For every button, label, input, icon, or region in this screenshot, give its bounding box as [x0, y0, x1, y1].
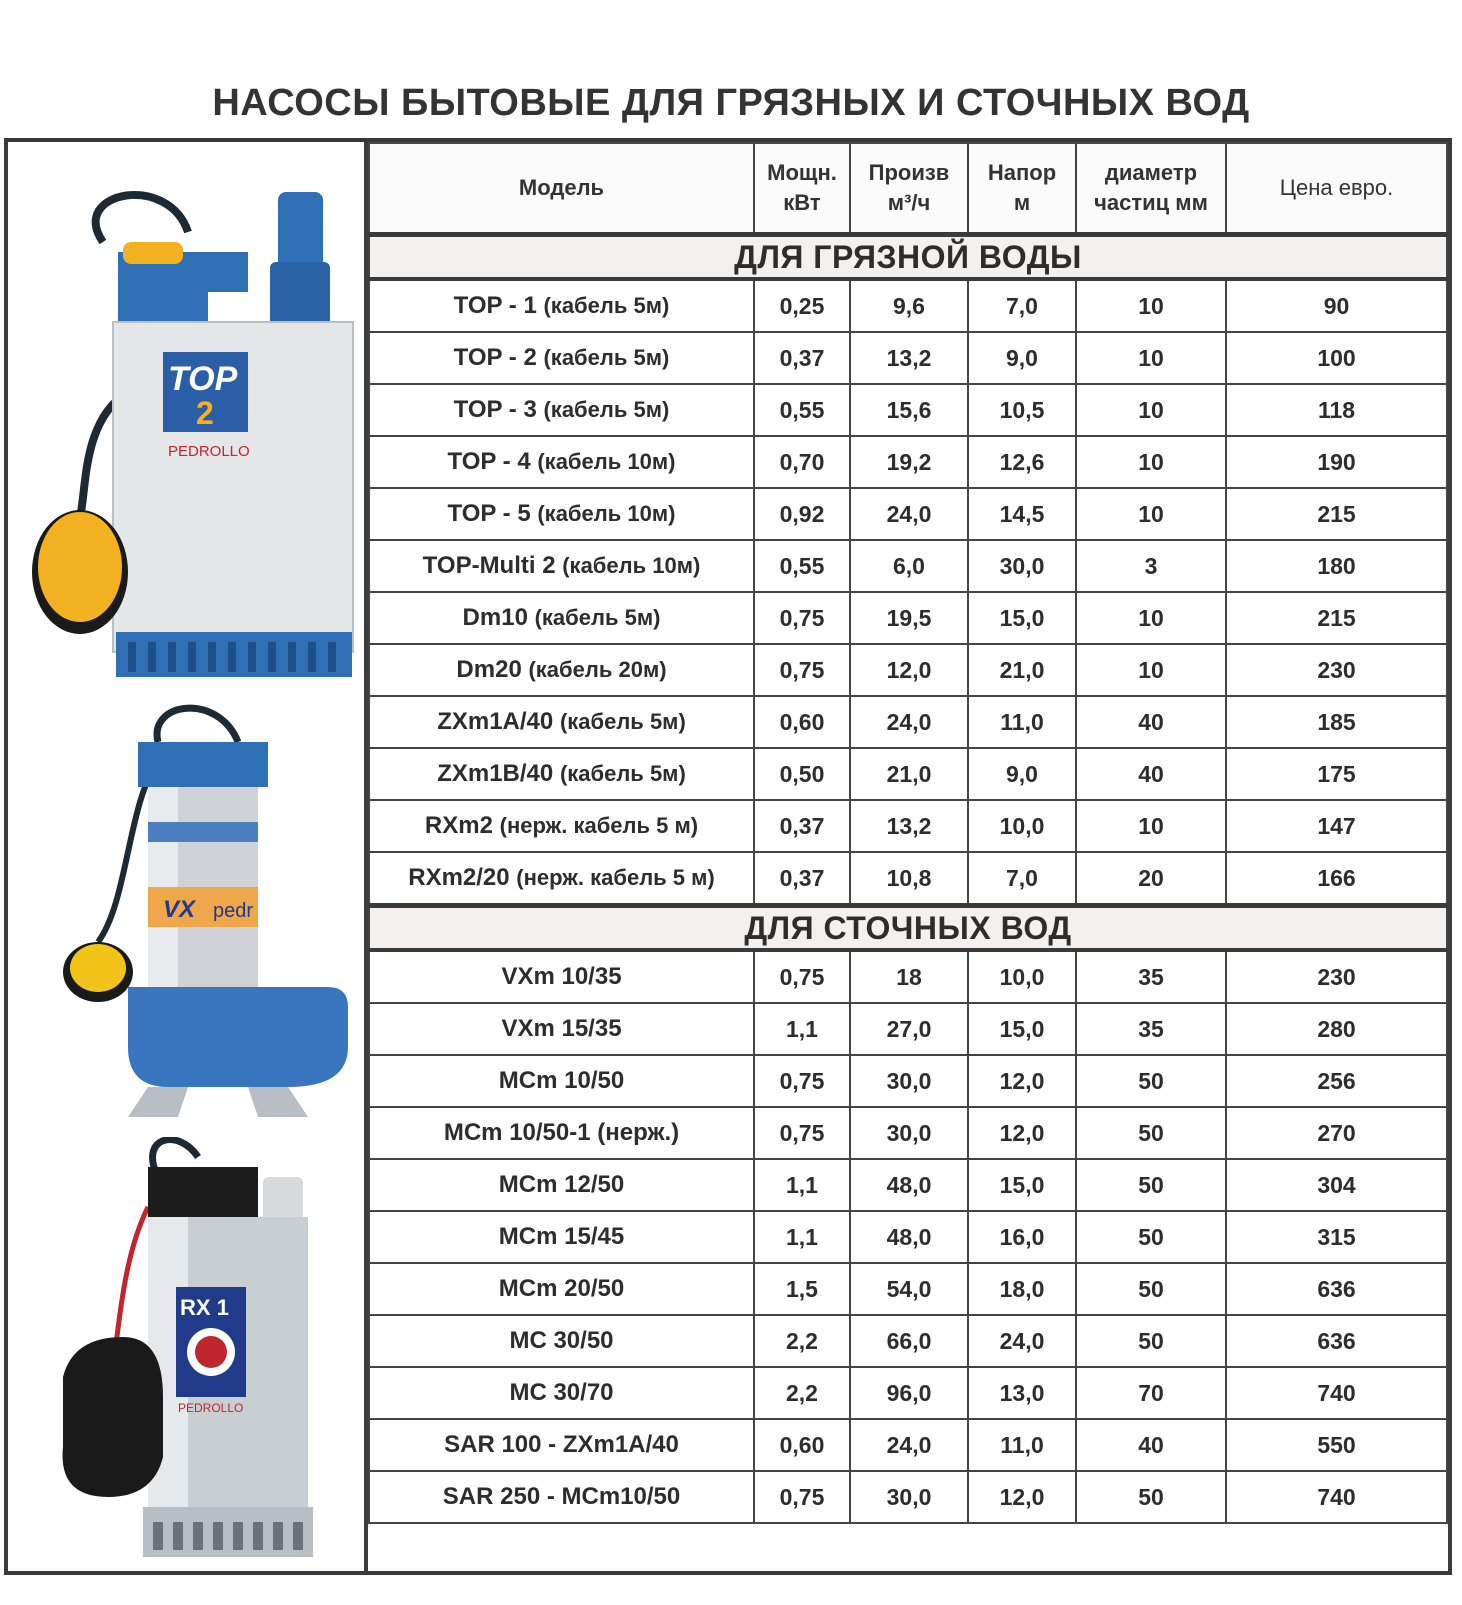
head-cell: 15,0	[968, 1003, 1076, 1055]
power-cell: 0,70	[754, 436, 850, 488]
table-row	[369, 1055, 1447, 1107]
head-cell: 15,0	[968, 1159, 1076, 1211]
model-note: (кабель 5м)	[559, 761, 686, 786]
head-cell: 10,0	[968, 950, 1076, 1003]
pedrollo-logo-1: PEDROLLO	[168, 443, 250, 460]
model-cell	[369, 1263, 754, 1315]
power-cell: 0,75	[754, 644, 850, 696]
model-cell	[369, 592, 754, 644]
col-header-model: Модель	[369, 143, 754, 235]
price-table-frame	[4, 138, 1452, 1575]
model-note: (нерж. кабель 5 м)	[516, 865, 715, 890]
table-row	[369, 1211, 1447, 1263]
flow-cell: 24,0	[850, 696, 968, 748]
table-row	[369, 950, 1447, 1003]
table-row	[369, 1367, 1447, 1419]
flow-cell: 27,0	[850, 1003, 968, 1055]
table-row	[369, 1315, 1447, 1367]
model-name: Dm20	[456, 656, 522, 683]
flow-cell: 18	[850, 950, 968, 1003]
table-row	[369, 436, 1447, 488]
flow-cell: 96,0	[850, 1367, 968, 1419]
flow-cell: 10,8	[850, 852, 968, 906]
flow-cell: 15,6	[850, 384, 968, 436]
table-row	[369, 1003, 1447, 1055]
power-cell: 0,37	[754, 800, 850, 852]
model-cell	[369, 436, 754, 488]
model-note: (кабель 5м)	[534, 605, 661, 630]
flow-cell: 13,2	[850, 800, 968, 852]
flow-cell: 21,0	[850, 748, 968, 800]
model-cell	[369, 1159, 754, 1211]
model-cell	[369, 950, 754, 1003]
model-note: (нерж. кабель 5 м)	[499, 813, 699, 838]
flow-cell: 48,0	[850, 1159, 968, 1211]
head-cell: 10,0	[968, 800, 1076, 852]
price-cell: 550	[1226, 1419, 1447, 1471]
head-cell: 14,5	[968, 488, 1076, 540]
model-cell	[369, 332, 754, 384]
model-name: SAR 250 - MCm10/50	[442, 1483, 681, 1510]
price-cell: 185	[1226, 696, 1447, 748]
model-cell	[369, 852, 754, 906]
table-row	[369, 540, 1447, 592]
table-row	[369, 1471, 1447, 1523]
model-name: MC 30/50	[509, 1327, 614, 1354]
head-cell: 18,0	[968, 1263, 1076, 1315]
model-cell	[369, 696, 754, 748]
model-note: (кабель 5м)	[543, 397, 670, 422]
price-cell: 147	[1226, 800, 1447, 852]
model-cell	[369, 1211, 754, 1263]
col-header-price: Цена евро.	[1226, 143, 1447, 235]
diam-cell: 50	[1076, 1159, 1226, 1211]
power-cell: 0,92	[754, 488, 850, 540]
diam-cell: 40	[1076, 696, 1226, 748]
head-cell: 12,0	[968, 1107, 1076, 1159]
model-cell	[369, 1419, 754, 1471]
price-cell: 100	[1226, 332, 1447, 384]
section-sewage-water-row	[369, 906, 1447, 951]
model-note: (кабель 5м)	[559, 709, 686, 734]
model-name: TOP-Multi 2	[422, 552, 556, 579]
head-cell: 16,0	[968, 1211, 1076, 1263]
price-cell: 180	[1226, 540, 1447, 592]
price-cell: 636	[1226, 1315, 1447, 1367]
model-name: TOP - 1	[453, 292, 537, 319]
model-cell	[369, 488, 754, 540]
table-row	[369, 592, 1447, 644]
power-cell: 0,75	[754, 592, 850, 644]
model-name: MCm 12/50	[498, 1171, 625, 1198]
table-row	[369, 1419, 1447, 1471]
model-note: (кабель 10м)	[537, 501, 676, 526]
price-cell: 636	[1226, 1263, 1447, 1315]
power-cell: 2,2	[754, 1315, 850, 1367]
col-header-flow: Произв м³/ч	[850, 143, 968, 235]
table-row	[369, 1263, 1447, 1315]
diam-cell: 50	[1076, 1107, 1226, 1159]
power-cell: 0,37	[754, 852, 850, 906]
table-row	[369, 1159, 1447, 1211]
diam-cell: 20	[1076, 852, 1226, 906]
model-note: (кабель 5м)	[543, 293, 670, 318]
flow-cell: 19,2	[850, 436, 968, 488]
power-cell: 0,60	[754, 696, 850, 748]
head-cell: 7,0	[968, 279, 1076, 332]
flow-cell: 19,5	[850, 592, 968, 644]
power-cell: 0,50	[754, 748, 850, 800]
model-cell	[369, 1367, 754, 1419]
diam-cell: 10	[1076, 332, 1226, 384]
col-header-diameter: диаметр частиц мм	[1076, 143, 1226, 235]
price-table	[368, 142, 1448, 1524]
model-name: MCm 10/50	[498, 1067, 625, 1094]
power-cell: 0,55	[754, 540, 850, 592]
diam-cell: 35	[1076, 1003, 1226, 1055]
rx1-pump-image	[8, 1137, 364, 1567]
model-name: RXm2	[424, 812, 493, 839]
top2-pump-image	[8, 162, 364, 702]
model-name: MCm 15/45	[498, 1223, 625, 1250]
price-cell: 315	[1226, 1211, 1447, 1263]
power-cell: 1,5	[754, 1263, 850, 1315]
diam-cell: 50	[1076, 1211, 1226, 1263]
top-label-text: TOP	[168, 360, 238, 398]
model-name: TOP - 4	[447, 448, 531, 475]
model-cell	[369, 800, 754, 852]
model-name: MCm 10/50-1 (нерж.)	[443, 1119, 680, 1146]
power-cell: 0,75	[754, 950, 850, 1003]
top-number-text: 2	[196, 395, 214, 431]
rx1-label-text: RX 1	[180, 1295, 229, 1320]
diam-cell: 10	[1076, 592, 1226, 644]
diam-cell: 50	[1076, 1263, 1226, 1315]
flow-cell: 30,0	[850, 1107, 968, 1159]
diam-cell: 10	[1076, 800, 1226, 852]
product-images-column	[8, 142, 368, 1571]
diam-cell: 10	[1076, 436, 1226, 488]
power-cell: 0,37	[754, 332, 850, 384]
table-row	[369, 279, 1447, 332]
flow-cell: 24,0	[850, 488, 968, 540]
pedrollo-logo-2: pedr	[213, 900, 254, 922]
diam-cell: 50	[1076, 1315, 1226, 1367]
col-header-head: Напор м	[968, 143, 1076, 235]
model-note: (кабель 20м)	[528, 657, 667, 682]
head-cell: 9,0	[968, 748, 1076, 800]
vx-pump-image	[8, 702, 364, 1122]
head-cell: 7,0	[968, 852, 1076, 906]
power-cell: 0,75	[754, 1471, 850, 1523]
section-dirty-water-row	[369, 235, 1447, 280]
model-name: VXm 15/35	[501, 1015, 622, 1042]
diam-cell: 10	[1076, 644, 1226, 696]
model-name: RXm2/20	[408, 864, 510, 891]
flow-cell: 54,0	[850, 1263, 968, 1315]
model-cell	[369, 384, 754, 436]
diam-cell: 70	[1076, 1367, 1226, 1419]
table-row	[369, 748, 1447, 800]
diam-cell: 50	[1076, 1055, 1226, 1107]
head-cell: 11,0	[968, 1419, 1076, 1471]
table-row	[369, 644, 1447, 696]
price-cell: 90	[1226, 279, 1447, 332]
power-cell: 1,1	[754, 1211, 850, 1263]
model-cell	[369, 1315, 754, 1367]
diam-cell: 50	[1076, 1471, 1226, 1523]
head-cell: 12,0	[968, 1055, 1076, 1107]
diam-cell: 10	[1076, 384, 1226, 436]
power-cell: 1,1	[754, 1003, 850, 1055]
model-name: MC 30/70	[509, 1379, 614, 1406]
price-cell: 256	[1226, 1055, 1447, 1107]
vx-label-text: VX	[163, 896, 196, 923]
page-title: НАСОСЫ БЫТОВЫЕ ДЛЯ ГРЯЗНЫХ И СТОЧНЫХ ВОД	[212, 82, 1250, 124]
head-cell: 12,0	[968, 1471, 1076, 1523]
table-row	[369, 384, 1447, 436]
head-cell: 9,0	[968, 332, 1076, 384]
power-cell: 2,2	[754, 1367, 850, 1419]
diam-cell: 35	[1076, 950, 1226, 1003]
price-table-area	[368, 142, 1448, 1571]
price-cell: 190	[1226, 436, 1447, 488]
model-name: TOP - 2	[453, 344, 537, 371]
diam-cell: 40	[1076, 748, 1226, 800]
flow-cell: 12,0	[850, 644, 968, 696]
model-name: SAR 100 - ZXm1A/40	[444, 1431, 679, 1458]
model-note: (кабель 10м)	[537, 449, 676, 474]
model-name: Dm10	[462, 604, 528, 631]
model-name: TOP - 3	[453, 396, 537, 423]
diam-cell: 3	[1076, 540, 1226, 592]
model-cell	[369, 540, 754, 592]
head-cell: 15,0	[968, 592, 1076, 644]
power-cell: 0,60	[754, 1419, 850, 1471]
price-cell: 215	[1226, 488, 1447, 540]
table-row	[369, 332, 1447, 384]
flow-cell: 9,6	[850, 279, 968, 332]
power-cell: 0,25	[754, 279, 850, 332]
diam-cell: 10	[1076, 279, 1226, 332]
power-cell: 0,75	[754, 1107, 850, 1159]
price-cell: 118	[1226, 384, 1447, 436]
col-header-power: Мощн. кВт	[754, 143, 850, 235]
model-name: MCm 20/50	[498, 1275, 625, 1302]
model-cell	[369, 1003, 754, 1055]
section-dirty-water-title: ДЛЯ ГРЯЗНОЙ ВОДЫ	[369, 235, 1447, 280]
flow-cell: 13,2	[850, 332, 968, 384]
model-note: (кабель 10м)	[562, 553, 701, 578]
diam-cell: 10	[1076, 488, 1226, 540]
price-cell: 740	[1226, 1367, 1447, 1419]
model-name: ZXm1B/40	[437, 760, 554, 787]
table-row	[369, 488, 1447, 540]
power-cell: 0,55	[754, 384, 850, 436]
price-cell: 166	[1226, 852, 1447, 906]
flow-cell: 48,0	[850, 1211, 968, 1263]
flow-cell: 24,0	[850, 1419, 968, 1471]
head-cell: 24,0	[968, 1315, 1076, 1367]
head-cell: 13,0	[968, 1367, 1076, 1419]
table-header-row	[369, 143, 1447, 235]
model-cell	[369, 279, 754, 332]
diam-cell: 40	[1076, 1419, 1226, 1471]
table-row	[369, 1107, 1447, 1159]
table-row	[369, 696, 1447, 748]
table-row	[369, 852, 1447, 906]
flow-cell: 30,0	[850, 1055, 968, 1107]
head-cell: 21,0	[968, 644, 1076, 696]
flow-cell: 66,0	[850, 1315, 968, 1367]
model-name: TOP - 5	[447, 500, 531, 527]
head-cell: 12,6	[968, 436, 1076, 488]
model-cell	[369, 748, 754, 800]
price-cell: 230	[1226, 644, 1447, 696]
model-cell	[369, 1055, 754, 1107]
section-sewage-water-title: ДЛЯ СТОЧНЫХ ВОД	[369, 906, 1447, 951]
head-cell: 10,5	[968, 384, 1076, 436]
price-cell: 304	[1226, 1159, 1447, 1211]
model-cell	[369, 644, 754, 696]
model-cell	[369, 1107, 754, 1159]
price-cell: 270	[1226, 1107, 1447, 1159]
head-cell: 30,0	[968, 540, 1076, 592]
model-note: (кабель 5м)	[543, 345, 670, 370]
head-cell: 11,0	[968, 696, 1076, 748]
power-cell: 0,75	[754, 1055, 850, 1107]
flow-cell: 6,0	[850, 540, 968, 592]
model-name: ZXm1A/40	[437, 708, 554, 735]
price-cell: 740	[1226, 1471, 1447, 1523]
pedrollo-logo-3: PEDROLLO	[178, 1401, 244, 1415]
price-cell: 280	[1226, 1003, 1447, 1055]
power-cell: 1,1	[754, 1159, 850, 1211]
model-cell	[369, 1471, 754, 1523]
model-name: VXm 10/35	[501, 963, 622, 990]
table-row	[369, 800, 1447, 852]
flow-cell: 30,0	[850, 1471, 968, 1523]
price-cell: 230	[1226, 950, 1447, 1003]
price-cell: 215	[1226, 592, 1447, 644]
price-cell: 175	[1226, 748, 1447, 800]
